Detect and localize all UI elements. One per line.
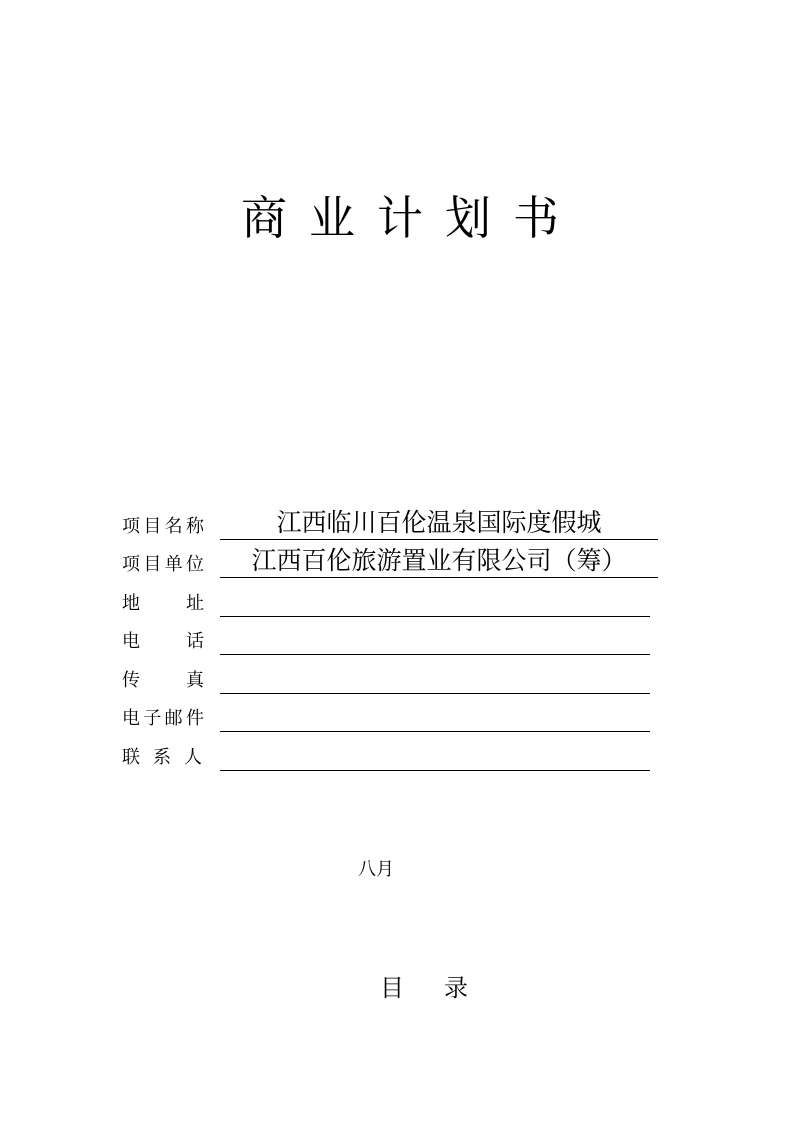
field-label-char: 电	[122, 708, 140, 729]
field-label-char: 目	[143, 515, 162, 537]
field-label-char: 传	[122, 669, 140, 691]
field-value-line	[220, 738, 650, 771]
field-value-line	[220, 507, 658, 540]
info-fields	[120, 505, 660, 775]
field-label-char: 件	[185, 708, 204, 729]
field-label	[122, 747, 202, 769]
field-row-phone	[120, 621, 660, 660]
field-label-char: 名	[164, 515, 183, 537]
field-label-char: 址	[186, 592, 204, 614]
field-value-line	[220, 545, 658, 578]
field-label-char: 话	[186, 631, 204, 652]
toc-heading: 目录	[380, 974, 508, 1002]
field-label-char: 系	[153, 746, 171, 768]
field-label-char: 项	[122, 554, 140, 575]
field-label	[122, 631, 204, 653]
field-row-address	[120, 582, 660, 621]
field-label-char: 邮	[164, 708, 183, 729]
field-label-char: 人	[184, 746, 202, 768]
field-value: 江西临川百伦温泉国际度假城	[276, 507, 602, 537]
field-row-fax	[120, 659, 660, 698]
field-label	[122, 516, 204, 538]
field-value-line	[220, 699, 650, 732]
field-row-contact	[120, 736, 660, 775]
field-label-char: 称	[185, 515, 204, 537]
field-row-email	[120, 698, 660, 737]
field-value: 江西百伦旅游置业有限公司（筹）	[251, 546, 627, 575]
field-label-char: 单	[164, 554, 183, 575]
field-label-char: 真	[186, 669, 204, 691]
field-label-char: 位	[185, 554, 204, 575]
field-value-line	[220, 584, 650, 617]
field-label-char: 地	[122, 592, 140, 614]
field-label-char: 项	[122, 515, 140, 537]
field-label-char: 目	[143, 554, 162, 575]
field-value-line	[220, 661, 650, 694]
date-month: 八月	[358, 859, 394, 880]
field-row-project-unit	[120, 544, 660, 583]
field-label	[122, 554, 204, 576]
document-title: 商业计划书	[241, 191, 581, 245]
field-label	[122, 708, 204, 730]
field-value-line	[220, 622, 650, 655]
field-label-char: 电	[122, 631, 140, 652]
field-label-char: 子	[143, 708, 162, 729]
field-label	[122, 593, 204, 615]
field-label-char: 联	[122, 746, 140, 768]
field-label	[122, 670, 204, 692]
field-row-project-name	[120, 505, 660, 544]
